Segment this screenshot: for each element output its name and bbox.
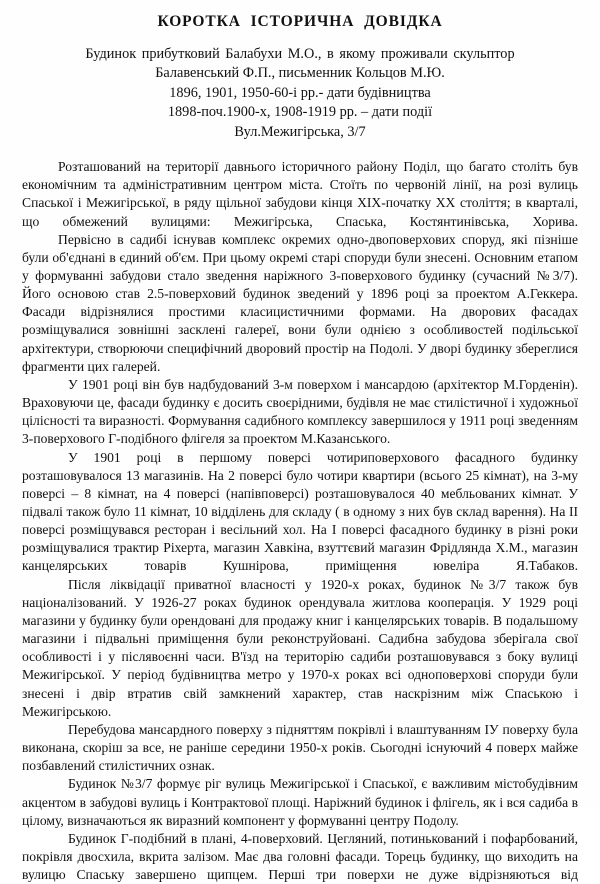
paragraph-mansard-rebuild: Перебудова мансардного поверху з підняттям покрівлі і влаштуванням IУ поверху була виконана, скоріш за все, не раніше середини 1950-х років. Сьогодні існуючий 4 поверх майже позбавлений стилістичних ознак. — [22, 721, 578, 774]
paragraph-nationalization: Після ліквідації приватної власності у 1920-х роках, будинок №3/7 також був націоналізований. У 1926-27 роках будинок орендувала житлова кооперація. У 1929 році магазини у будинку були орендовані для продажу книг і канцелярських товарів. В подальшому магазини і підвальні приміщення були реконструйовані. Садибна забудова зберігала свої особливості і у післявоєнні часи. В'їзд на територію садиби розташовувався з боку вулиці Межигірської. У період будівництва метро у 1970-х роках всі одноповерхові споруди були знесені і двір втратив свій замкнений характер, став наскрізним між Спаською і Межигірською. — [22, 576, 578, 719]
paragraph-urban-significance: Будинок №3/7 формує ріг вулиць Межигірської і Спаської, є важливим містобудівним акцентом в забудові вулиць і Контрактової площі. Наріжний будинок і флігель, як і вся садиба в цілому, визначаються як виразний компонент у формуванні центру Подолу. — [22, 776, 578, 828]
paragraph-architecture-description: Будинок Г-подібний в плані, 4-поверховий. Цегляний, потинькований і пофарбований, покрівля двосхила, вкрита залізом. Має два головні фасади. Торець будинку, що виходить на вулицю Спаську завершено щипцем. Перші три поверхи не дуже відрізняються від — [22, 830, 578, 883]
paragraph-location: Розташований на території давнього історичного району Поділ, що багато століть був економічним та адміністративним центром міста. Стоїть по червоній лінії, на розі вулиць Спаської і Межигірської, в ряду щільної забудови кінця XIX-початку XX століття; в кварталі, що обмежений вулицями: Межигірська, Спаська, Костянтинівська, Хорива. — [22, 159, 578, 229]
page-title: КОРОТКА ІСТОРИЧНА ДОВІДКА — [157, 13, 443, 30]
subtitle-line-address: Вул.Межигірська, 3/7 — [234, 123, 366, 140]
document-body — [0, 142, 600, 884]
subtitle-line-event-dates: 1898-поч.1900-х, 1908-1919 рр. – дати події — [167, 104, 433, 121]
subtitle-line-residents: Балавенський Ф.П., письменник Кольцов М.Ю. — [155, 65, 445, 82]
paragraph-1901-interior-use: У 1901 році в першому поверсі чотириповерхового фасадного будинку розташовувалося 13 магазинів. На 2 поверсі було чотири квартири (всього 25 кімнат), на 3-му поверсі – 8 кімнат, на 4 поверсі (напівповерсі) розташовувалося 40 мебльованих кімнат. У підвалі також було 11 кімнат, 10 відділень для складу ( в одному з них був склад варення). На II поверсі розміщувався ресторан і весільний хол. На I поверсі фасадного будинку в різні роки розміщувалися трактир Ріхерта, магазин Хавкіна, взуттєвий магазин Фрідлянда Х.М., магазин канцелярських товарів Кушнірова, приміщення ювеліра Я.Табаков. — [22, 449, 578, 574]
subtitle-line-building-name: Будинок прибутковий Балабухи М.О., в якому проживали скульптор — [85, 46, 515, 62]
document-subtitle-block — [0, 32, 600, 142]
subtitle-line-construction-dates: 1896, 1901, 1950-60-і рр.- дати будівництва — [169, 84, 431, 101]
paragraph-original-estate: Первісно в садибі існував комплекс окремих одно-двоповерхових споруд, які пізніше були об'єднані в єдиний об'єм. При цьому окремі старі споруди були знесені. Основним етапом у формуванні забудови стало зведення наріжного 3-поверхового будинку (сучасний №3/7). Його основою став 2.5-поверховий будинок зведений у 1896 році за проектом А.Геккера. Фасади відрізнялися простими класицистичними формами. На дворових фасадах розміщувалися зовнішні засклені галереї, вони були однією з особливостей подільської архітектури, створюючи специфічний дворовий простір на Подолі. У дворі будинку збереглися фрагменти цих галерей. — [22, 231, 578, 374]
paragraph-1901-superstructure: У 1901 році він був надбудований 3-м поверхом і мансардою (архітектор М.Горденін). Враховуючи це, фасади будинку є досить своєрідними, будівля не має стилістичної і художньої цілісності та виразності. Формування садибного комплексу завершилося у 1911 році зведенням 3-поверхового Г-подібного флігеля за проектом М.Казанського. — [22, 376, 578, 447]
